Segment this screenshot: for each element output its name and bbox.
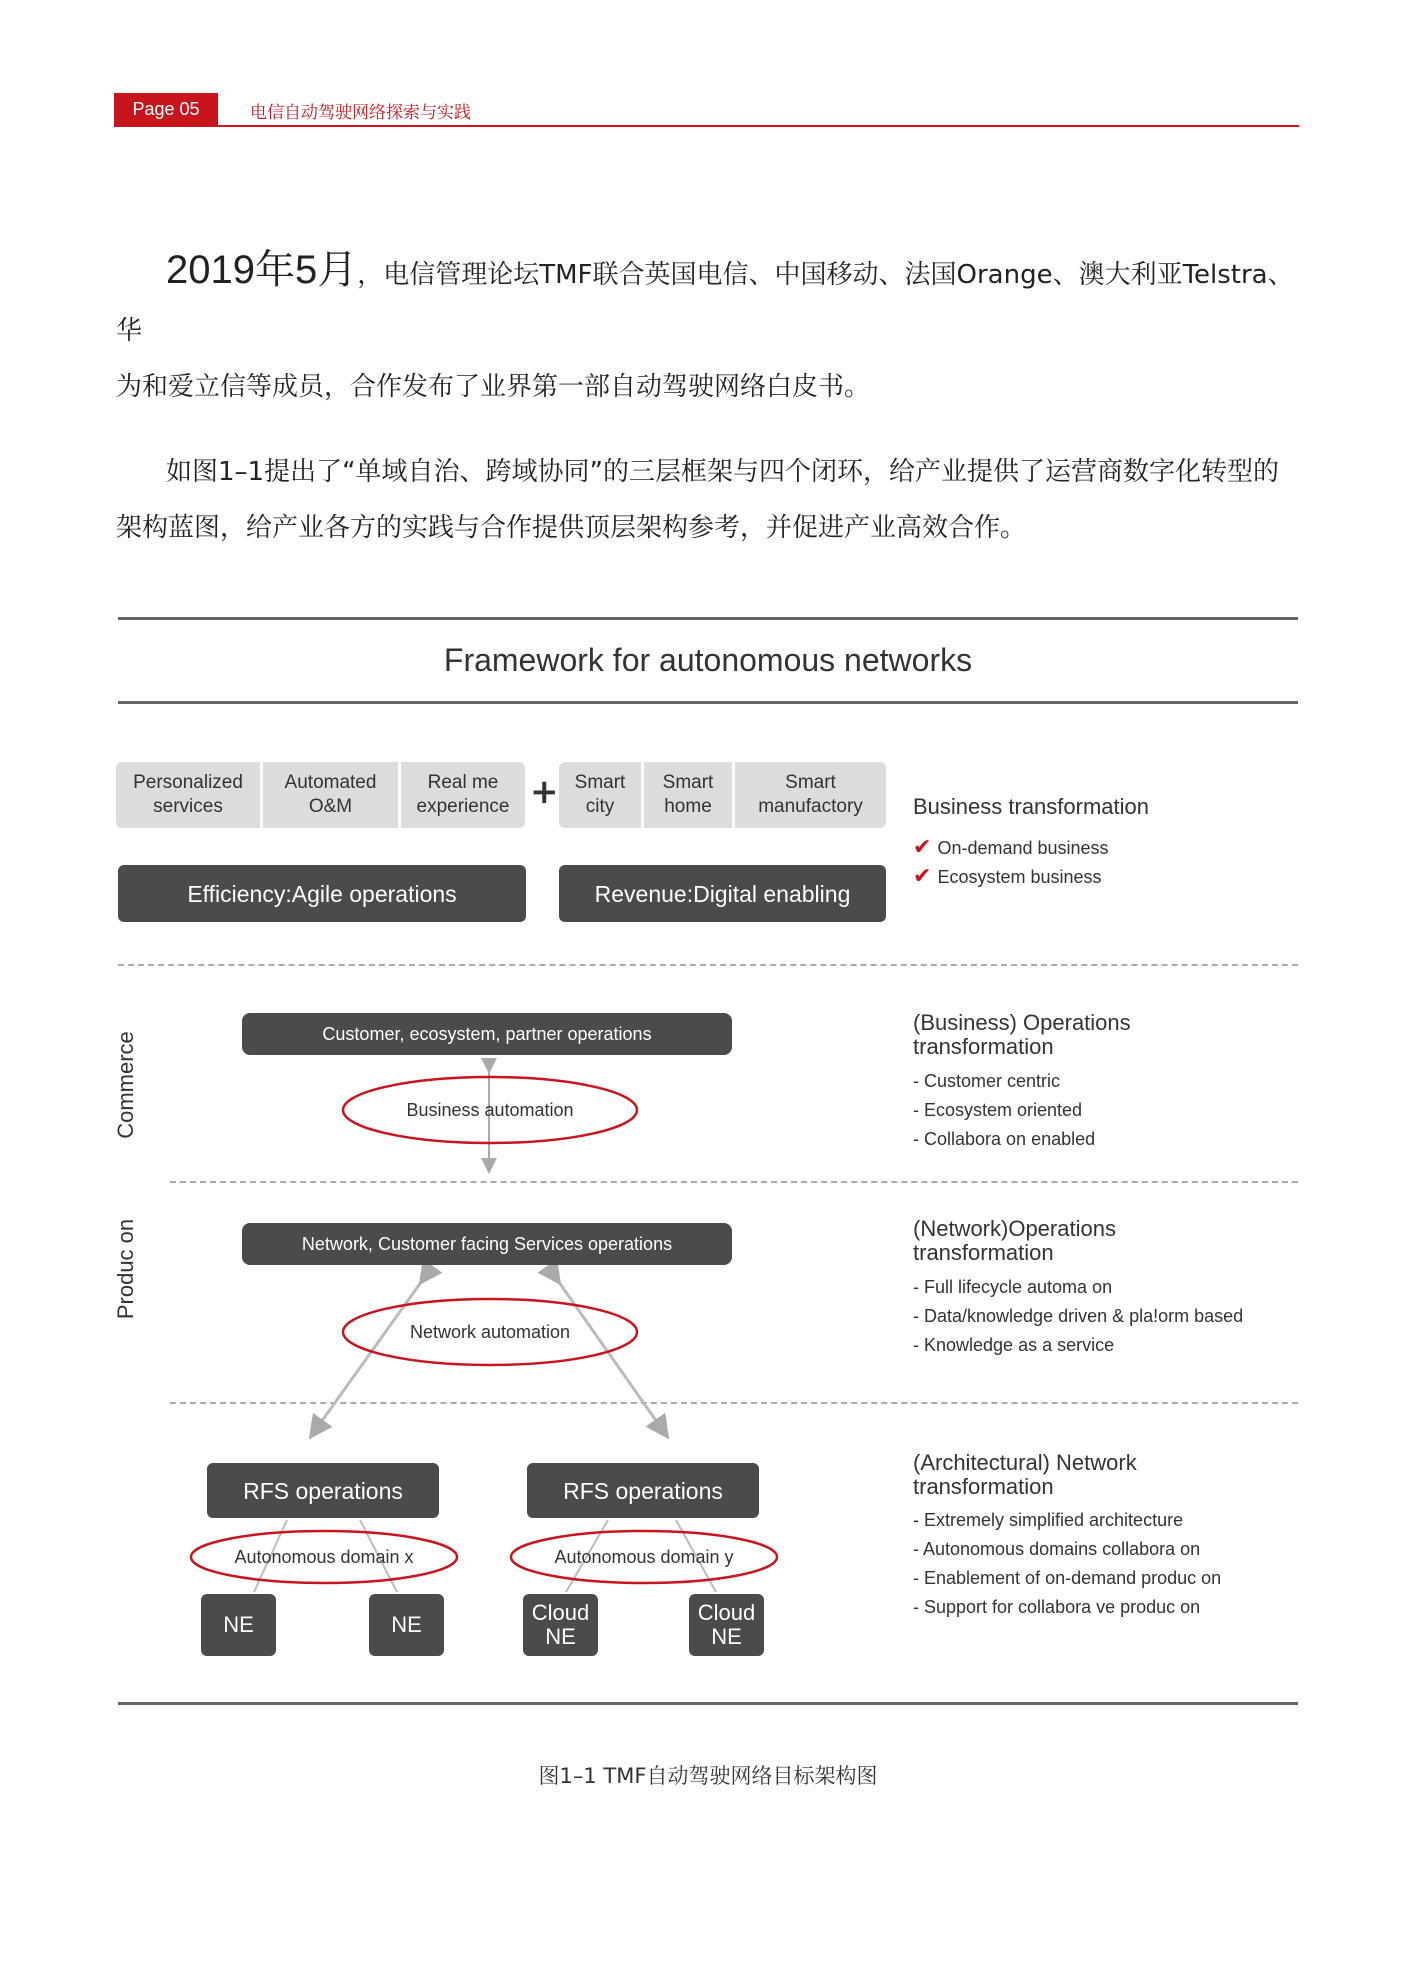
commerce-item-3: - Collabora on enabled <box>913 1129 1096 1149</box>
page-number-tag: Page 05 <box>114 93 218 125</box>
ne-box-2: NE <box>369 1594 444 1656</box>
business-item-1: ✔ On-demand business <box>913 834 1109 859</box>
business-operations-heading: (Business) Operations transformation <box>913 1010 1131 1059</box>
revenue-box: Revenue:Digital enabling <box>559 865 886 922</box>
check-icon: ✔ <box>913 834 932 859</box>
ne-box-1: NE <box>201 1594 276 1656</box>
service-smart-home: Smart home <box>644 762 732 828</box>
production-arrow-right <box>556 1278 664 1432</box>
rfs-operations-x: RFS operations <box>207 1463 439 1518</box>
network-services-bar: Network, Customer facing Services operations <box>242 1223 732 1265</box>
domain-x-label: Autonomous domain x <box>234 1546 414 1567</box>
production-item-1: - Full lifecycle automa on <box>913 1277 1113 1297</box>
service-smart-manufactory: Smart manufactory <box>735 762 886 828</box>
plus-sign: + <box>530 772 559 812</box>
paragraph-1-line-2: 为和爱立信等成员，合作发布了业界第一部自动驾驶网络白皮书。 <box>116 372 871 402</box>
figure-bottom-rule <box>118 1702 1298 1705</box>
figure-caption: 图1–1 TMF自动驾驶网络目标架构图 <box>538 1764 878 1788</box>
service-smart-city: Smart city <box>559 762 641 828</box>
cloud-ne-box-1: Cloud NE <box>523 1594 598 1656</box>
commerce-item-1: - Customer centric <box>913 1071 1061 1091</box>
efficiency-box: Efficiency:Agile operations <box>118 865 526 922</box>
header-title: 电信自动驾驶网络探索与实践 <box>250 103 471 123</box>
network-automation-label: Network automation <box>409 1321 571 1342</box>
domain-item-4: - Support for collabora ve produc on <box>913 1597 1201 1617</box>
domain-item-1: - Extremely simplified architecture <box>913 1510 1184 1530</box>
commerce-label: Commerce <box>113 1031 138 1139</box>
business-automation-label: Business automation <box>406 1099 574 1120</box>
rfs-operations-y: RFS operations <box>527 1463 759 1518</box>
service-realtime-experience: Real me experience <box>401 762 525 828</box>
production-arrow-left <box>314 1278 424 1432</box>
business-item-2: ✔ Ecosystem business <box>913 863 1102 888</box>
cloud-ne-box-2: Cloud NE <box>689 1594 764 1656</box>
production-item-2: - Data/knowledge driven & pla!orm based <box>913 1306 1244 1326</box>
paragraph-1-date: 2019年5月 <box>166 248 358 292</box>
domain-item-2: - Autonomous domains collabora on <box>913 1539 1201 1559</box>
service-automated-om: Automated O&M <box>263 762 398 828</box>
paragraph-2-line-2: 架构蓝图，给产业各方的实践与合作提供顶层架构参考，并促进产业高效合作。 <box>116 513 1027 543</box>
service-personalized: Personalized services <box>116 762 260 828</box>
domain-y-label: Autonomous domain y <box>554 1546 734 1567</box>
domain-item-3: - Enablement of on-demand produc on <box>913 1568 1222 1588</box>
check-icon: ✔ <box>913 863 932 888</box>
network-operations-heading: (Network)Operations transformation <box>913 1216 1116 1265</box>
architectural-heading: (Architectural) Network transformation <box>913 1450 1137 1499</box>
business-transformation-heading: Business transformation <box>913 794 1149 819</box>
production-label: Produc on <box>113 1218 138 1320</box>
commerce-item-2: - Ecosystem oriented <box>913 1100 1083 1120</box>
paragraph-2-text: 如图1–1提出了“单域自治、跨域协同”的三层框架与四个闭环，给产业提供了运营商数字化转型的 <box>166 457 1280 487</box>
paragraph-1-text: ，电信管理论坛TMF联合英国电信、中国移动、法国Orange、澳大利亚Telstra、华 <box>116 260 1294 346</box>
framework-title: Framework for autonomous networks <box>443 642 973 678</box>
customer-ecosystem-bar: Customer, ecosystem, partner operations <box>242 1013 732 1055</box>
production-item-3: - Knowledge as a service <box>913 1335 1115 1355</box>
